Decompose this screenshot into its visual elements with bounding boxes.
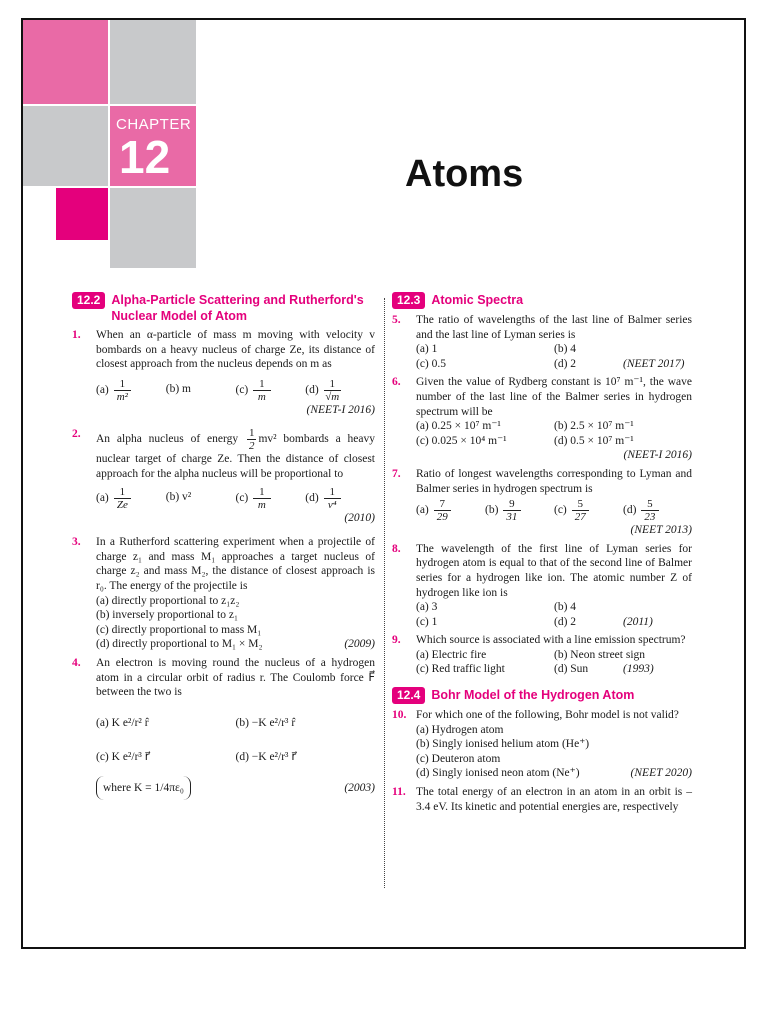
options bbox=[96, 378, 375, 403]
question-1 bbox=[72, 328, 375, 417]
column-divider bbox=[384, 298, 385, 888]
section-header bbox=[72, 292, 375, 324]
option-b: (b) inversely proportional to z₁ bbox=[96, 609, 238, 622]
page-title: Atoms bbox=[405, 153, 524, 195]
option-b: (b) $\frac{9}{31}$ bbox=[485, 498, 554, 523]
options bbox=[416, 342, 692, 371]
question-source: (NEET-I 2016) bbox=[623, 449, 692, 462]
section-number: 12.2 bbox=[72, 292, 105, 309]
question-number: 10. bbox=[392, 709, 407, 722]
question-source: (2010) bbox=[344, 511, 375, 524]
question-text: Ratio of longest wavelengths corresponding to Lyman and Balmer series in hydrogen spectrum is bbox=[416, 467, 692, 495]
option-d: (d) 2 (NEET 2017) bbox=[554, 357, 692, 372]
question-source: (NEET 2020) bbox=[630, 767, 692, 780]
option-a: (a) $\frac{1}{\text{m²}}$ bbox=[96, 378, 166, 403]
option-d: (d) 0.5 × 10⁷ m⁻¹ bbox=[554, 434, 634, 447]
question-5 bbox=[392, 313, 692, 371]
section-number: 12.4 bbox=[392, 687, 425, 704]
question-text: For which one of the following, Bohr model is not valid? bbox=[416, 709, 679, 722]
question-7 bbox=[392, 467, 692, 538]
question-number: 3. bbox=[72, 536, 81, 549]
option-b: (b) −K e²/r³ r̂ bbox=[235, 716, 296, 729]
option-b: (b) Singly ionised helium atom (He⁺) bbox=[416, 738, 590, 751]
option-c: (c) 1 bbox=[416, 615, 438, 628]
option-b: (b) 4 bbox=[554, 343, 577, 356]
section-title: Atomic Spectra bbox=[431, 293, 524, 307]
question-text: The total energy of an electron in an atom in an orbit is – 3.4 eV. Its kinetic and potential energies are, respectively bbox=[416, 786, 692, 813]
option-d: (d) $\frac{1}{\text{v⁴}}$ bbox=[305, 486, 375, 511]
question-text: An alpha nucleus of energy $\frac{1}{2}$ mv² bombards a heavy nuclear target of charge Ze. Then the distance of closest approach for the alpha nucleus will be proportional to bbox=[96, 427, 376, 480]
section-header bbox=[392, 687, 692, 704]
question-11 bbox=[392, 785, 692, 814]
options bbox=[416, 498, 692, 523]
question-3 bbox=[72, 535, 375, 652]
question-9 bbox=[392, 633, 692, 677]
left-column bbox=[72, 292, 375, 799]
option-c: (c) 0.5 bbox=[416, 357, 447, 370]
option-c: (c) $\frac{1}{m}$ bbox=[236, 486, 306, 511]
option-b: (b) v² bbox=[165, 490, 192, 503]
option-a: (a) 1 bbox=[416, 343, 438, 356]
question-number: 5. bbox=[392, 314, 401, 326]
options bbox=[96, 486, 375, 511]
options bbox=[96, 716, 375, 765]
question-number: 6. bbox=[392, 376, 401, 389]
option-c: (c) $\frac{1}{m}$ bbox=[236, 378, 306, 403]
constant-note: where K = 1/4πε₀ (2003) bbox=[96, 781, 375, 796]
question-number: 4. bbox=[72, 656, 81, 669]
question-text: Which source is associated with a line emission spectrum? bbox=[416, 634, 686, 647]
question-source: (NEET 2013) bbox=[630, 524, 692, 537]
option-c: (c) Deuteron atom bbox=[416, 752, 501, 765]
option-d: (d) 2 (2011) bbox=[554, 615, 692, 630]
chapter-number: 12 bbox=[119, 131, 171, 183]
option-d: (d) directly proportional to M₁ × M₂ (2009) bbox=[96, 638, 375, 651]
question-number: 9. bbox=[392, 634, 401, 647]
option-d: (d) Sun (1993) bbox=[554, 662, 692, 677]
option-b: (b) m bbox=[165, 382, 191, 395]
option-d: (d) Singly ionised neon atom (Ne⁺) (NEET 2020) bbox=[416, 767, 692, 780]
question-text: An electron is moving round the nucleus of a hydrogen atom in a circular orbit of radius r. The Coulomb force F⃗ between the two is bbox=[96, 656, 375, 699]
question-text: When an α-particle of mass m moving with velocity v bombards on a heavy nucleus of charge Ze, its distance of closest approach from the nucleus depends on m as bbox=[96, 329, 375, 371]
question-6 bbox=[392, 375, 692, 463]
question-source: (2009) bbox=[344, 638, 375, 651]
question-8 bbox=[392, 542, 692, 630]
option-b: (b) Neon street sign bbox=[554, 648, 646, 661]
options bbox=[416, 648, 692, 677]
question-number: 1. bbox=[72, 329, 81, 341]
right-column bbox=[392, 292, 692, 818]
question-text: The ratio of wavelengths of the last line of Balmer series and the last line of Lyman series is bbox=[416, 314, 692, 341]
section-header bbox=[392, 292, 692, 309]
question-text: In a Rutherford scattering experiment when a projectile of charge z₁ and mass M₁ approaches a target nucleus of charge z₂ and mass M₂, the distance of closest approach is r₀. The energy of the projectile is bbox=[96, 536, 375, 592]
option-d: (d) $\frac{5}{23}$ bbox=[623, 498, 692, 523]
question-number: 11. bbox=[392, 786, 406, 799]
option-d: (d) $\frac{1}{√m}$ bbox=[305, 377, 340, 403]
chapter-label: CHAPTER bbox=[116, 116, 192, 133]
option-c: (c) directly proportional to mass M₁ bbox=[96, 623, 262, 636]
option-a: (a) K e²/r² r̂ bbox=[96, 716, 149, 729]
option-c: (c) K e²/r³ r⃗ bbox=[96, 751, 150, 764]
question-text: The wavelength of the first line of Lyman series for hydrogen atom is equal to that of the second line of Balmer series for a hydrogen like ion. The atomic number Z of hydrogen like ion is bbox=[416, 542, 692, 599]
question-source: (NEET 2017) bbox=[623, 357, 685, 370]
question-number: 7. bbox=[392, 467, 401, 480]
section-number: 12.3 bbox=[392, 292, 425, 309]
option-c: (c) $\frac{5}{27}$ bbox=[554, 498, 623, 523]
question-4 bbox=[72, 656, 375, 796]
question-number: 2. bbox=[72, 428, 81, 441]
option-c: (c) Red traffic light bbox=[416, 663, 505, 676]
option-a: (a) 0.25 × 10⁷ m⁻¹ bbox=[416, 420, 501, 433]
option-a: (a) Electric fire bbox=[416, 648, 487, 661]
option-a: (a) 3 bbox=[416, 601, 438, 614]
option-c: (c) 0.025 × 10⁴ m⁻¹ bbox=[416, 434, 507, 447]
option-b: (b) 4 bbox=[554, 601, 577, 614]
question-10 bbox=[392, 708, 692, 781]
option-a: (a) $\frac{7}{29}$ bbox=[416, 498, 485, 523]
option-b: (b) 2.5 × 10⁷ m⁻¹ bbox=[554, 420, 634, 433]
question-source: (1993) bbox=[623, 663, 654, 676]
option-a: (a) $\frac{1}{Ze}$ bbox=[96, 486, 166, 511]
question-source: (2011) bbox=[623, 615, 653, 628]
question-2 bbox=[72, 427, 375, 525]
question-number: 8. bbox=[392, 542, 401, 555]
question-text: Given the value of Rydberg constant is 10⁷ m⁻¹, the wave number of the last line of the Balmer series in hydrogen spectrum will be bbox=[416, 376, 692, 418]
option-a: (a) Hydrogen atom bbox=[416, 723, 504, 736]
option-d: (d) −K e²/r³ r⃗ bbox=[235, 751, 297, 764]
question-source: (2003) bbox=[344, 781, 375, 794]
options bbox=[416, 600, 692, 629]
options bbox=[416, 419, 692, 448]
section-title: Bohr Model of the Hydrogen Atom bbox=[431, 688, 635, 703]
question-source: (NEET-I 2016) bbox=[306, 403, 375, 416]
section-title: Alpha-Particle Scattering and Rutherford's Nuclear Model of Atom bbox=[111, 293, 364, 323]
option-a: (a) directly proportional to z₁z₂ bbox=[96, 594, 240, 607]
